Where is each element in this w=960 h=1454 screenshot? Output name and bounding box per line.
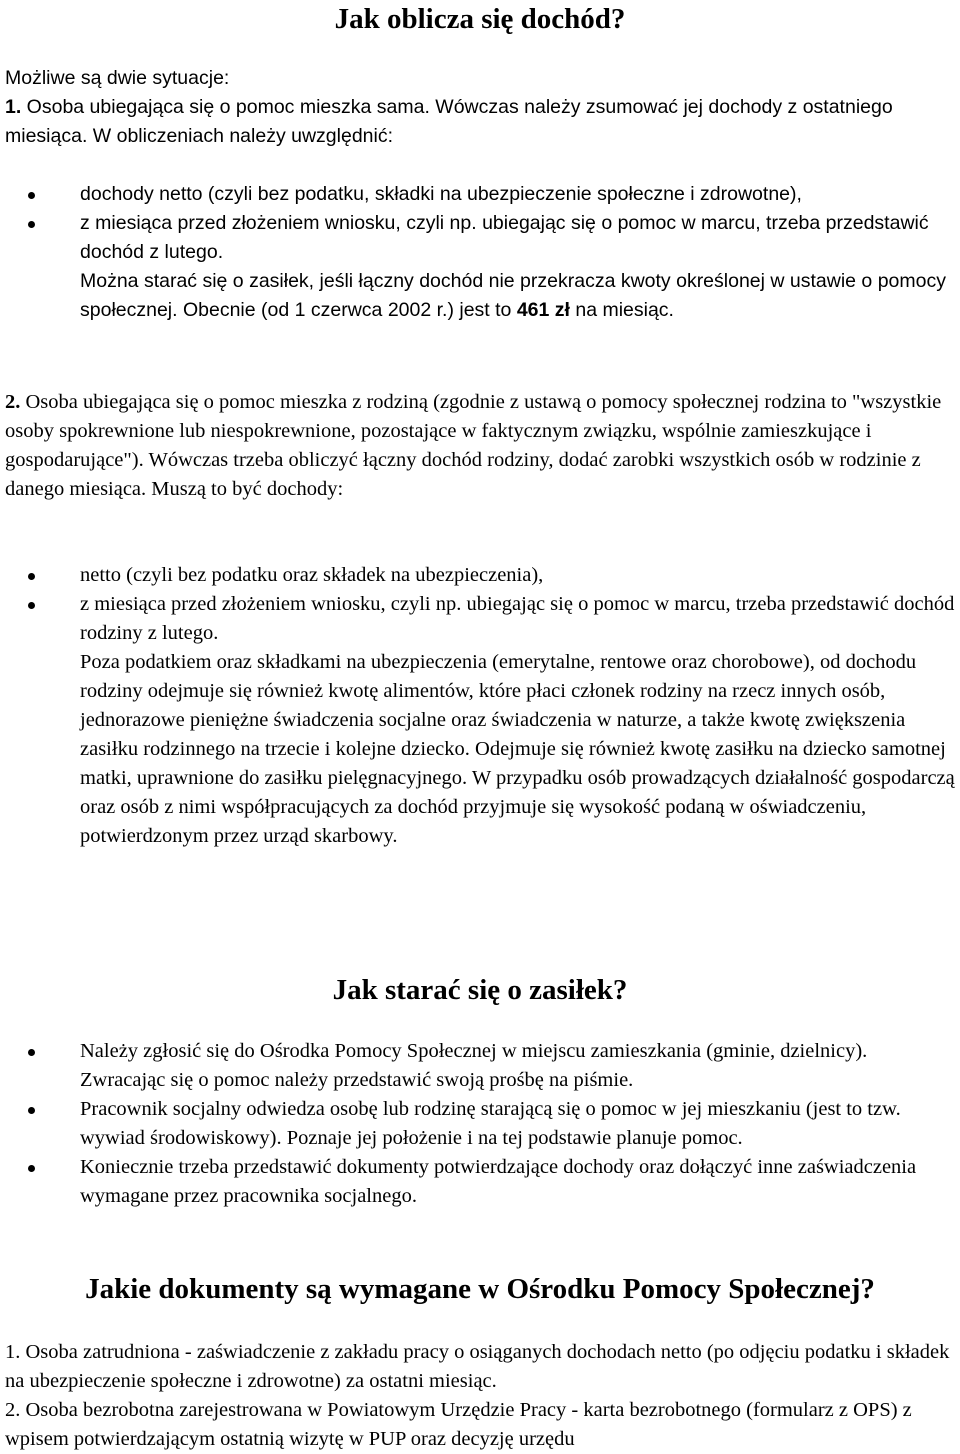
intro-text: Możliwe są dwie sytuacje:	[5, 67, 230, 89]
section-income-single	[5, 64, 955, 151]
case1-note	[0, 267, 955, 325]
documents-list	[5, 1338, 955, 1454]
list-item: Pracownik socjalny odwiedza osobę lub rodzinę starającą się o pomoc w jej mieszkaniu (jest to tzw. wywiad środowiskowy). Poznaje jej położenie i na tej podstawie planuje pomoc.	[0, 1095, 955, 1153]
section-income-family	[5, 388, 955, 504]
case2-note: Poza podatkiem oraz składkami na ubezpieczenia (emerytalne, rentowe oraz chorobowe), od dochodu rodziny odejmuje się również kwotę alimentów, które płaci członek rodziny na rzecz innych osób, jednorazowe pieniężne świadczenia socjalne oraz świadczenia w naturze, a także kwotę zwiększenia zasiłku rodzinnego na trzecie i kolejne dziecko. Odejmuje się również kwotę zasiłku na dziecko samotnej matki, uprawnione do zasiłku pielęgnacyjnego. W przypadku osób prowadzących działalność gospodarczą oraz osób z nimi współpracujących za dochód przyjmuje się wysokość podaną w oświadczeniu, potwierdzonym przez urząd skarbowy.	[80, 651, 955, 847]
case2-paragraph	[5, 388, 955, 504]
section-heading-documents: Jakie dokumenty są wymagane w Ośrodku Pomocy Społecznej?	[85, 1273, 875, 1305]
list-item: Należy zgłosić się do Ośrodka Pomocy Społecznej w miejscu zamieszkania (gminie, dzielnicy). Zwracając się o pomoc należy przedstawić swoją prośbę na piśmie.	[0, 1037, 955, 1095]
case1-note-text: Można starać się o zasiłek, jeśli łączny dochód nie przekracza kwoty określonej w ustawie o pomocy społecznej. Obecnie (od 1 czerwca 2002 r.) jest to	[80, 270, 946, 321]
list-item: 1. Osoba zatrudniona - zaświadczenie z zakładu pracy o osiąganych dochodach netto (po odjęciu podatku i składek na ubezpieczenie społeczne i zdrowotne) za ostatni miesiąc.	[5, 1341, 950, 1392]
case2-number: 2.	[5, 391, 21, 413]
case2-bullet-list	[0, 561, 955, 851]
case1-bullet-list	[0, 180, 955, 325]
case1-number: 1.	[5, 96, 22, 118]
section-heading-how-to-apply: Jak starać się o zasiłek?	[332, 974, 628, 1006]
list-item: netto (czyli bez podatku oraz składek na ubezpieczenia),	[0, 561, 955, 590]
list-item: dochody netto (czyli bez podatku, składki na ubezpieczenie społeczne i zdrowotne),	[0, 180, 955, 209]
case1-note-tail: na miesiąc.	[569, 299, 674, 321]
list-item: z miesiąca przed złożeniem wniosku, czyli np. ubiegając się o pomoc w marcu, trzeba przedstawić dochód z lutego.	[0, 209, 955, 267]
list-item: z miesiąca przed złożeniem wniosku, czyli np. ubiegając się o pomoc w marcu, trzeba przedstawić dochód rodziny z lutego.	[0, 590, 955, 648]
list-item: 2. Osoba bezrobotna zarejestrowana w Powiatowym Urzędzie Pracy - karta bezrobotnego (formularz z OPS) z wpisem potwierdzającym ostatnią wizytę w PUP oraz decyzję urzędu	[5, 1399, 912, 1450]
income-threshold: 461 zł	[516, 299, 570, 321]
apply-steps-list	[0, 1037, 955, 1211]
case2-text: Osoba ubiegająca się o pomoc mieszka z rodziną (zgodnie z ustawą o pomocy społecznej rodzina to "wszystkie osoby spokrewnione lub niespokrewnione, pozostające w faktycznym związku, wspólnie zamieszkujące i gospodarujące"). Wówczas trzeba obliczyć łączny dochód rodziny, dodać zarobki wszystkich osób w rodzinie z danego miesiąca. Muszą to być dochody:	[5, 391, 942, 500]
page-title: Jak oblicza się dochód?	[334, 3, 626, 35]
list-item: Koniecznie trzeba przedstawić dokumenty potwierdzające dochody oraz dołączyć inne zaświadczenia wymagane przez pracownika socjalnego.	[0, 1153, 955, 1211]
case1-paragraph	[5, 93, 955, 151]
case1-text: Osoba ubiegająca się o pomoc mieszka sama. Wówczas należy zsumować jej dochody z ostatniego miesiąca. W obliczeniach należy uwzględnić:	[5, 96, 893, 147]
